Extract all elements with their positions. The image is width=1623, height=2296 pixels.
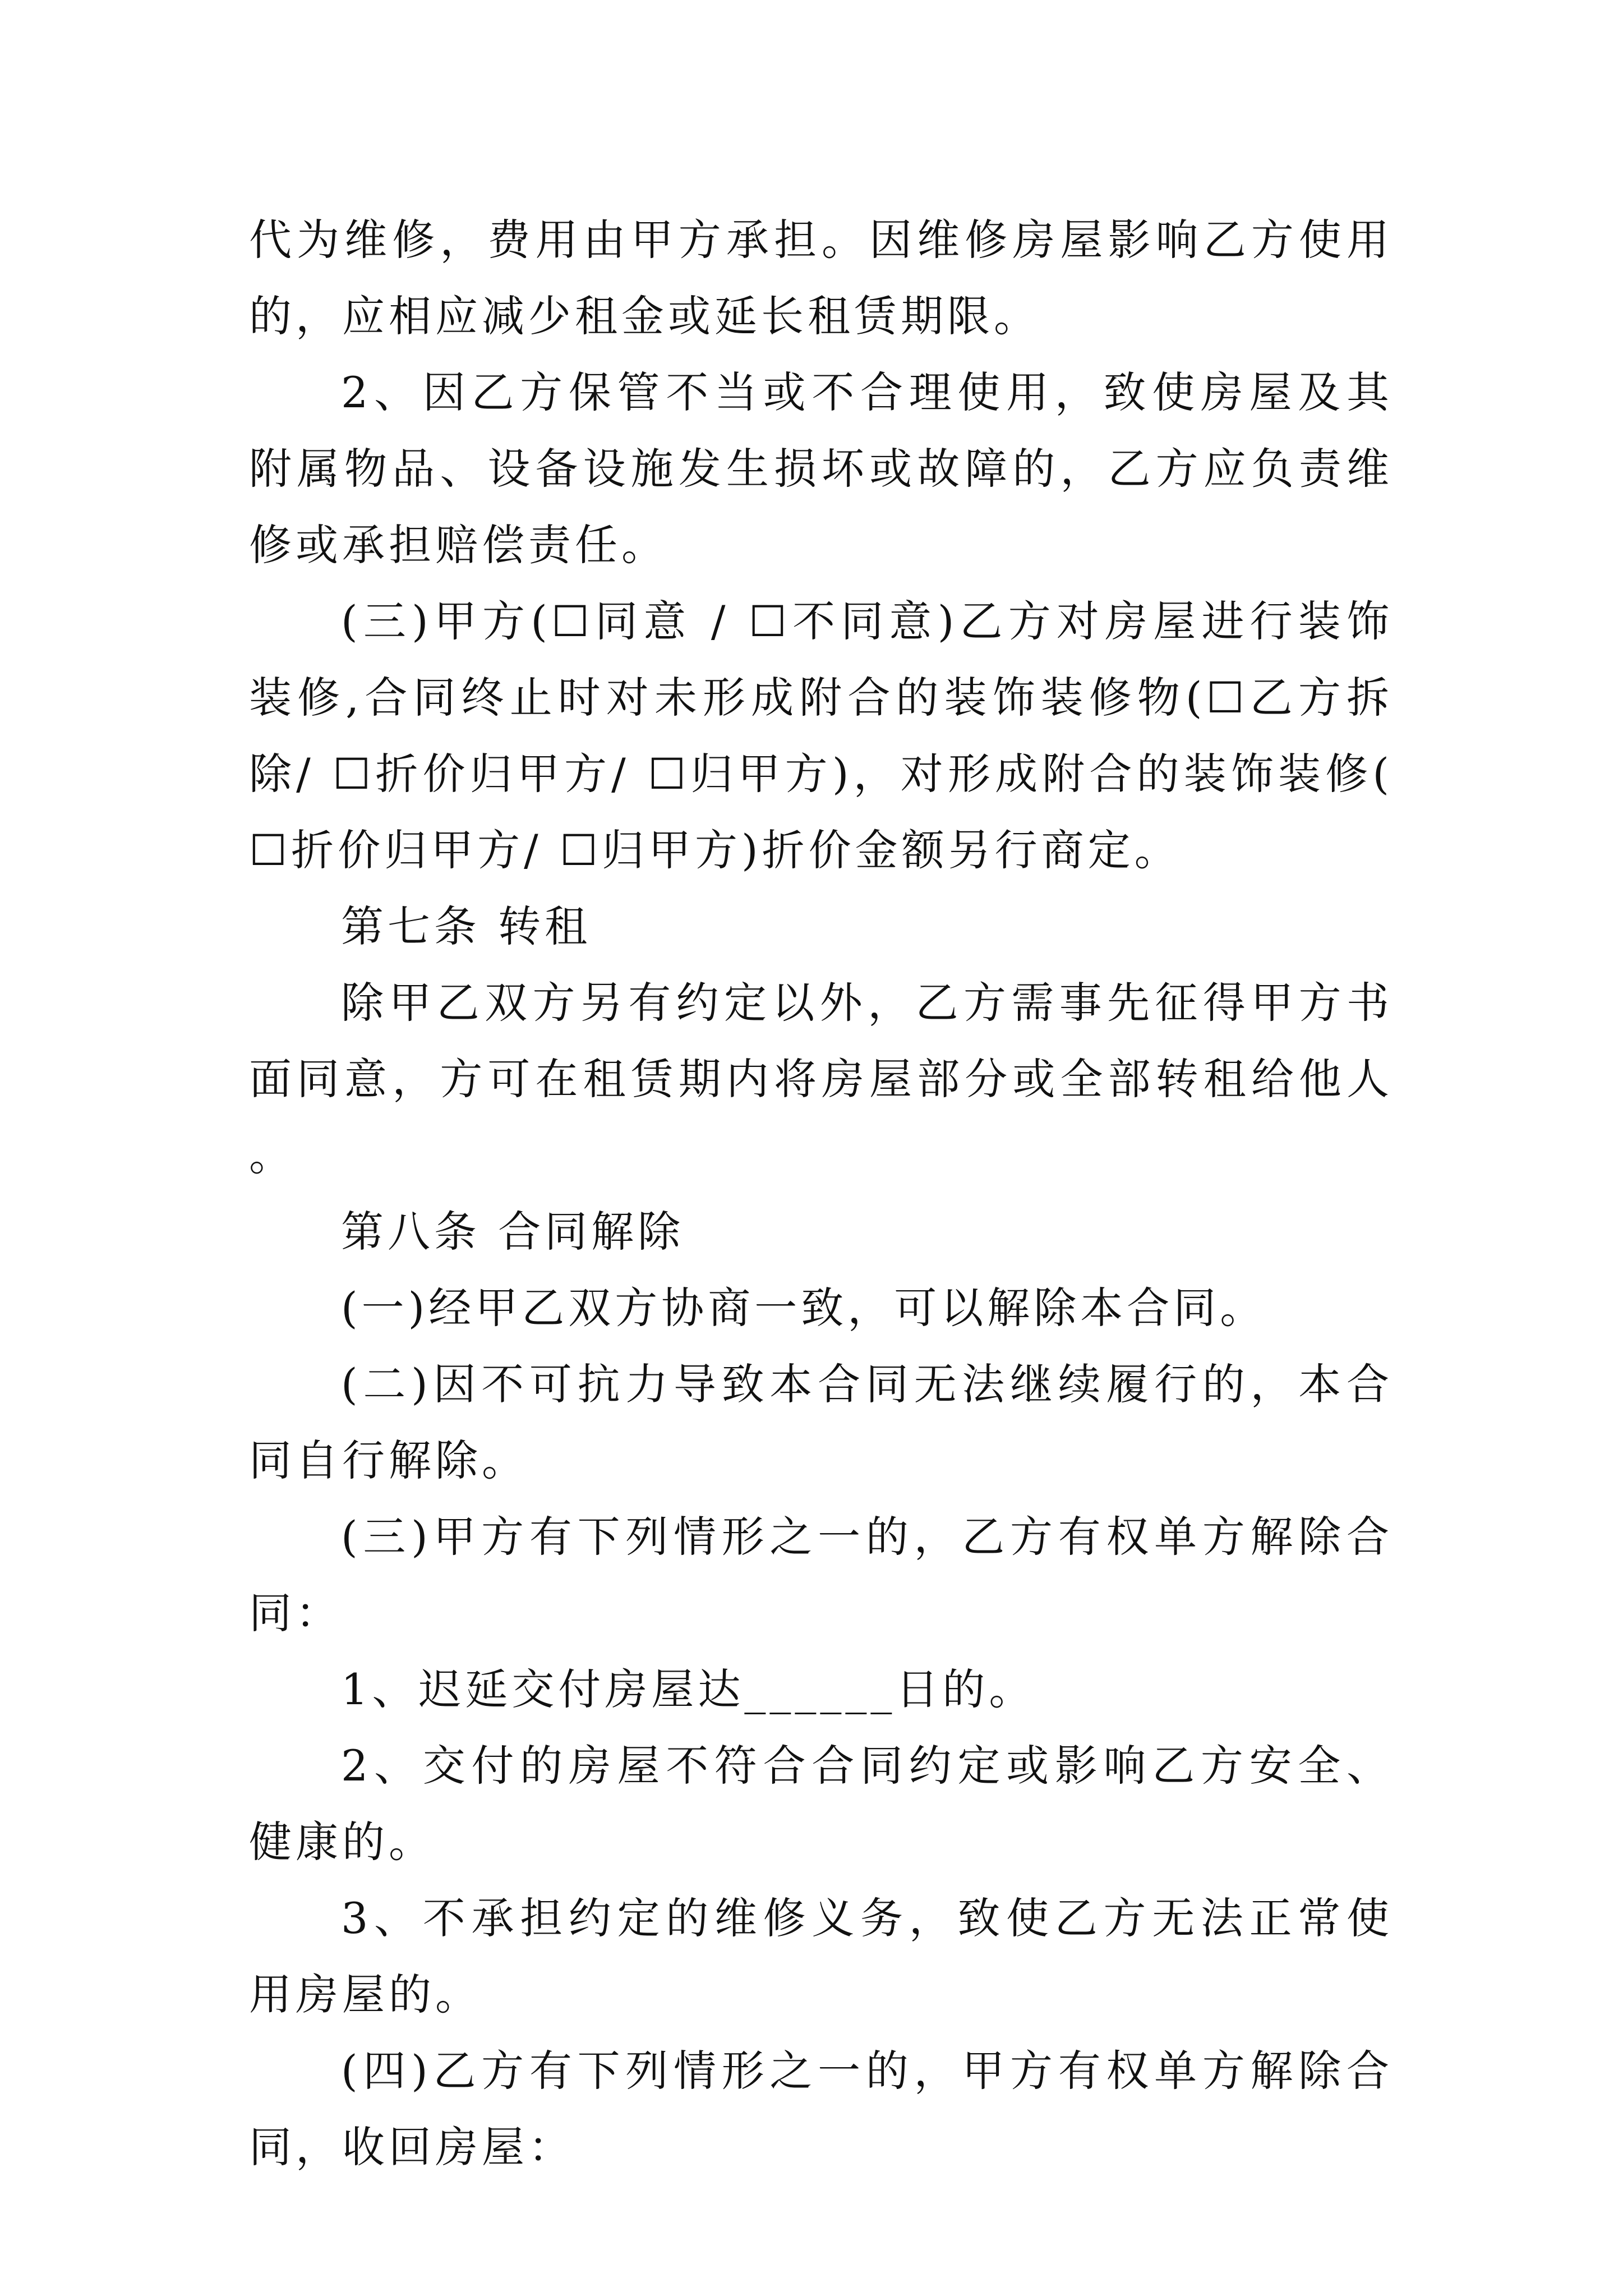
paragraph-landlord-breach: (三)甲方有下列情形之一的，乙方有权单方解除合同：	[249, 1512, 1393, 1638]
paragraph-mutual-termination: (一)经甲乙双方协商一致，可以解除本合同。	[341, 1283, 1267, 1333]
paragraph-tenant-damage: 2、因乙方保管不当或不合理使用，致使房屋及其附属物品、设备设施发生损坏或故障的，乙方应负责维修或承担赔偿责任。	[249, 367, 1393, 570]
paragraph-force-majeure: (二)因不可抗力导致本合同无法继续履行的，本合同自行解除。	[249, 1359, 1393, 1485]
contract-body	[249, 202, 1393, 2185]
heading-article-7: 第七条 转租	[341, 901, 592, 951]
item-nonconforming-house: 2、交付的房屋不符合合同约定或影响乙方安全、健康的。	[249, 1741, 1393, 1867]
paragraph-repair-cost: 代为维修，费用由甲方承担。因维修房屋影响乙方使用的，应相应减少租金或延长租赁期限。	[249, 215, 1393, 341]
item-no-maintenance: 3、不承担约定的维修义务，致使乙方无法正常使用房屋的。	[249, 1893, 1393, 2019]
paragraph-decoration: (三)甲方(☐同意 / ☐不同意)乙方对房屋进行装饰装修,合同终止时对未形成附合的装饰装修物(☐乙方拆除/ ☐折价归甲方/ ☐归甲方)，对形成附合的装饰装修(☐折价归甲方/ ☐归甲方)折价金额另行商定。	[249, 596, 1393, 875]
paragraph-tenant-breach: (四)乙方有下列情形之一的，甲方有权单方解除合同，收回房屋：	[249, 2046, 1393, 2172]
heading-article-8: 第八条 合同解除	[341, 1207, 685, 1257]
item-delayed-delivery: 1、迟延交付房屋达______日的。	[341, 1664, 1036, 1714]
paragraph-sublease: 除甲乙双方另有约定以外，乙方需事先征得甲方书面同意，方可在租赁期内将房屋部分或全部转租给他人。	[249, 978, 1393, 1180]
